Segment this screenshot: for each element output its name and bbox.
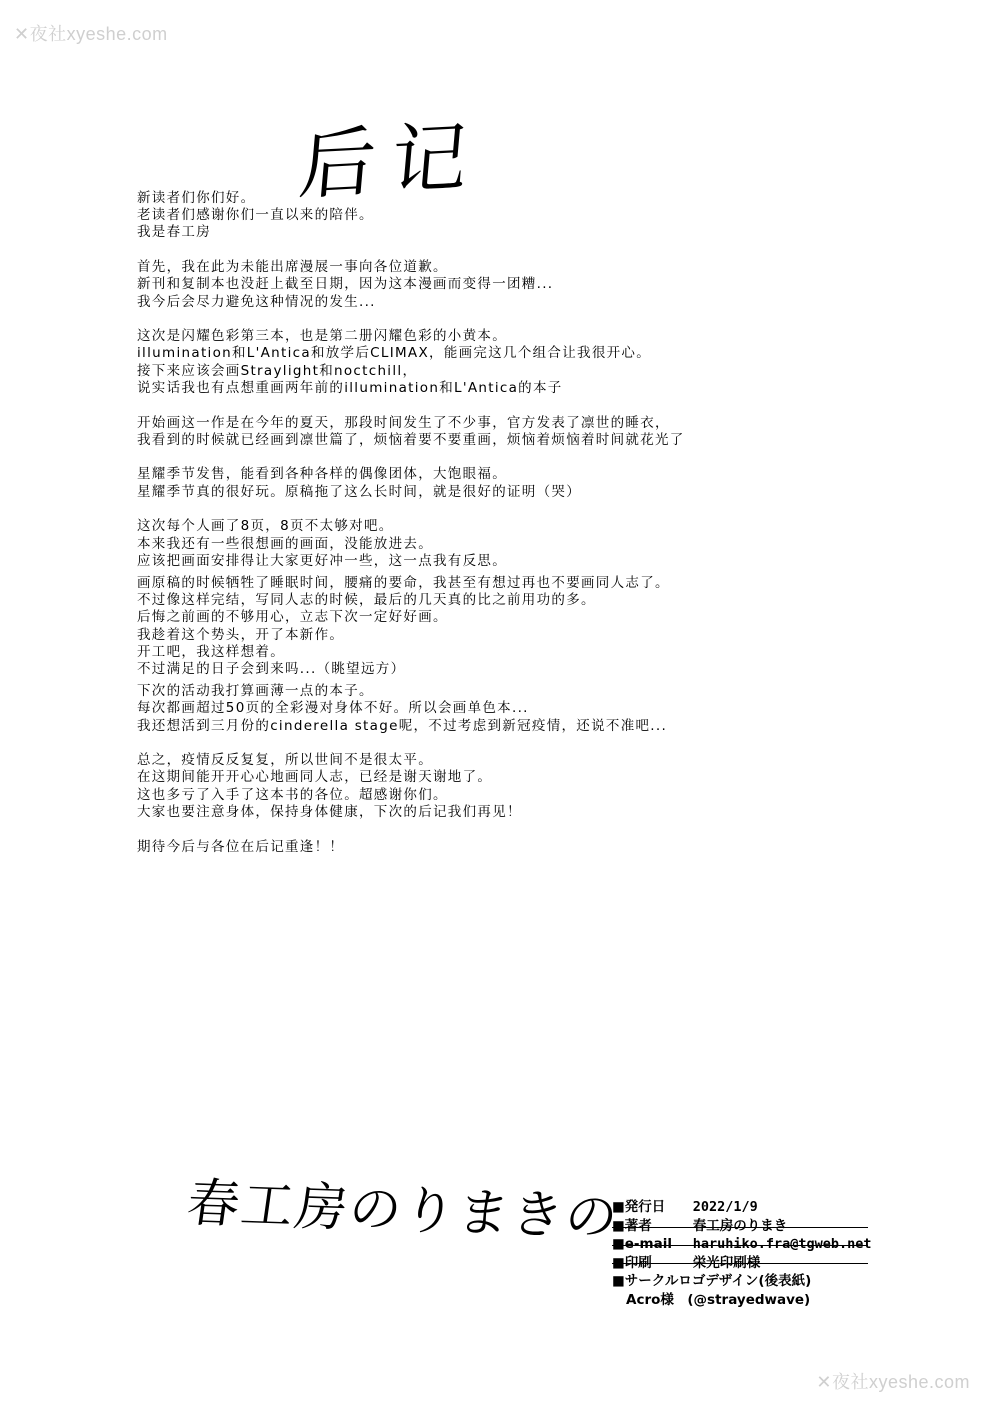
page-title: 后记 bbox=[295, 110, 488, 211]
afterword-paragraph bbox=[137, 752, 917, 821]
colophon-logo-credit: Acro様 (@strayedwave) bbox=[626, 1291, 811, 1308]
afterword-line: 这次每个人画了8页，8页不太够对吧。 bbox=[137, 518, 394, 535]
colophon-release-label: ■発行日 bbox=[612, 1199, 666, 1215]
afterword-line: 开工吧，我这样想着。 bbox=[137, 643, 285, 660]
colophon-email-value: haruhiko.fra@tgweb.net bbox=[692, 1236, 872, 1252]
afterword-line: 每次都画超过50页的全彩漫对身体不好。所以会画单色本... bbox=[137, 700, 529, 717]
afterword-line: 我是春工房 bbox=[137, 224, 211, 241]
afterword-paragraph bbox=[137, 518, 917, 570]
handwritten-signature: 春工房のりまきの bbox=[183, 1173, 624, 1249]
afterword-paragraph bbox=[137, 259, 917, 311]
colophon-divider bbox=[612, 1263, 868, 1264]
afterword-paragraph bbox=[137, 575, 917, 678]
afterword-line: illumination和L'Antica和放学后CLIMAX，能画完这几个组合让我很开心。 bbox=[137, 345, 652, 362]
colophon-author bbox=[612, 1217, 872, 1236]
colophon-logo bbox=[612, 1272, 872, 1291]
afterword-line: 总之，疫情反反复复，所以世间不是很太平。 bbox=[137, 752, 433, 769]
colophon-print-label: ■印刷 bbox=[612, 1254, 652, 1271]
afterword-paragraph bbox=[137, 415, 917, 449]
watermark-top: ✕夜社xyeshe.com bbox=[14, 24, 168, 44]
afterword-line: 星耀季节真的很好玩。原稿拖了这么长时间，就是很好的证明（哭） bbox=[137, 483, 581, 500]
afterword-line: 我今后会尽力避免这种情况的发生... bbox=[137, 293, 376, 310]
afterword-paragraph bbox=[137, 683, 917, 735]
afterword-line: 下次的活动我打算画薄一点的本子。 bbox=[137, 683, 374, 700]
afterword-line: 我趁着这个势头，开了本新作。 bbox=[137, 626, 345, 643]
afterword-line: 后悔之前画的不够用心，立志下次一定好好画。 bbox=[137, 609, 448, 626]
afterword-line: 在这期间能开开心心地画同人志，已经是谢天谢地了。 bbox=[137, 769, 493, 786]
afterword-line: 不过像这样完结，写同人志的时候，最后的几天真的比之前用功的多。 bbox=[137, 592, 596, 609]
colophon-logo-label: ■サークルロゴデザイン(後表紙) bbox=[612, 1273, 812, 1289]
colophon-author-value: 春工房のりまき bbox=[692, 1217, 788, 1234]
colophon-divider bbox=[612, 1227, 868, 1228]
afterword-line: 我还想活到三月份的cinderella stage呢，不过考虑到新冠疫情，还说不准吧... bbox=[137, 717, 668, 734]
afterword-line: 星耀季节发售，能看到各种各样的偶像团体，大饱眼福。 bbox=[137, 466, 507, 483]
afterword-body bbox=[137, 190, 917, 873]
afterword-line: 接下来应该会画Straylight和noctchill， bbox=[137, 362, 418, 379]
afterword-paragraph bbox=[137, 328, 917, 397]
afterword-paragraph bbox=[137, 190, 917, 242]
colophon-email-label: ■e-mail bbox=[612, 1236, 672, 1252]
colophon-author-label: ■著者 bbox=[612, 1217, 652, 1234]
afterword-paragraph bbox=[137, 466, 917, 500]
afterword-line: 画原稿的时候牺牲了睡眠时间，腰痛的要命，我甚至有想过再也不要画同人志了。 bbox=[137, 574, 670, 591]
afterword-line: 我看到的时候就已经画到凛世篇了，烦恼着要不要重画，烦恼着烦恼着时间就花光了 bbox=[137, 431, 685, 448]
afterword-line: 首先，我在此为未能出席漫展一事向各位道歉。 bbox=[137, 259, 448, 276]
watermark-bottom: ✕夜社xyeshe.com bbox=[816, 1372, 970, 1392]
afterword-line: 老读者们感谢你们一直以来的陪伴。 bbox=[137, 207, 374, 224]
afterword-line: 大家也要注意身体，保持身体健康，下次的后记我们再见！ bbox=[137, 803, 522, 820]
colophon-release bbox=[612, 1198, 872, 1217]
afterword-paragraph bbox=[137, 839, 917, 856]
afterword-line: 应该把画面安排得让大家更好冲一些，这一点我有反思。 bbox=[137, 552, 507, 569]
afterword-line: 这次是闪耀色彩第三本，也是第二册闪耀色彩的小黄本。 bbox=[137, 328, 507, 345]
colophon bbox=[612, 1198, 872, 1309]
afterword-line: 开始画这一作是在今年的夏天，那段时间发生了不少事，官方发表了凛世的睡衣， bbox=[137, 414, 670, 431]
afterword-line: 这也多亏了入手了这本书的各位。超感谢你们。 bbox=[137, 786, 448, 803]
afterword-line: 不过满足的日子会到来吗...（眺望远方） bbox=[137, 660, 406, 677]
colophon-print-value: 栄光印刷様 bbox=[692, 1254, 761, 1271]
afterword-line: 新刊和复制本也没赶上截至日期，因为这本漫画而变得一团糟... bbox=[137, 276, 554, 293]
colophon-divider bbox=[612, 1245, 868, 1246]
afterword-line: 新读者们你们好。 bbox=[137, 190, 256, 206]
afterword-line: 本来我还有一些很想画的画面，没能放进去。 bbox=[137, 535, 433, 552]
afterword-line: 期待今后与各位在后记重逢！！ bbox=[137, 838, 345, 855]
afterword-line: 说实话我也有点想重画两年前的illumination和L'Antica的本子 bbox=[137, 379, 563, 396]
colophon-release-value: 2022/1/9 bbox=[692, 1199, 758, 1215]
